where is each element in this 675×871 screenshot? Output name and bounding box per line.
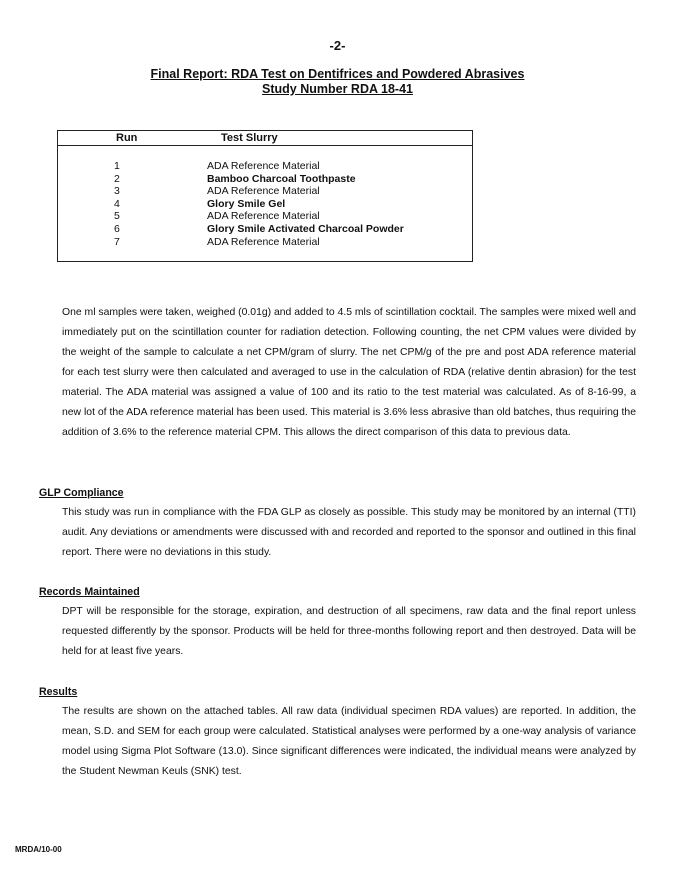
run-table — [57, 130, 473, 262]
heading-results: Results — [39, 686, 78, 698]
report-title — [0, 67, 675, 97]
method-paragraph: One ml samples were taken, weighed (0.01g) and added to 4.5 mls of scintillation cocktail. The samples were mixed well and immediately put on the scintillation counter for radiation detection. Following counting, the net CPM values were divided by the weight of the sample to calculate a net CPM/gram of slurry. The net CPM/g of the pre and post ADA reference material for each test slurry were then calculated and averaged to use in the calculation of RDA (relative dentin abrasion) for the test material. The ADA material was assigned a value of 100 and its ratio to the test material was calculated. As of 8-16-99, a new lot of the ADA reference material has been used. This material is 3.6% less abrasive than old batches, thus requiring the addition of 3.6% to the reference material CPM. This allows the direct comparison of this data to previous data. — [62, 307, 636, 438]
table-row — [58, 223, 472, 236]
table-row — [58, 236, 472, 249]
run-number: 6 — [114, 222, 120, 235]
test-slurry: Glory Smile Gel — [207, 197, 286, 210]
column-header-test-slurry: Test Slurry — [221, 132, 278, 144]
table-row — [58, 198, 472, 211]
test-slurry: ADA Reference Material — [207, 210, 320, 223]
run-number: 2 — [114, 172, 120, 185]
records-paragraph: DPT will be responsible for the storage, expiration, and destruction of all specimens, raw data and the final report unless requested differently by the sponsor. Products will be held for three-months following report and then destroyed. Data will be held for at least five years. — [62, 606, 636, 657]
run-number: 3 — [114, 185, 120, 198]
glp-paragraph: This study was run in compliance with the FDA GLP as closely as possible. This study may be monitored by an internal (TTI) audit. Any deviations or amendments were discussed with and recorded and reported to the sponsor and outlined in this final report. There were no deviations in this study. — [62, 507, 636, 558]
title-line-2: Study Number RDA 18-41 — [262, 82, 413, 96]
run-table-body — [58, 160, 472, 248]
run-number: 5 — [114, 210, 120, 223]
column-header-run: Run — [116, 132, 138, 144]
test-slurry: Bamboo Charcoal Toothpaste — [207, 172, 356, 185]
run-number: 7 — [114, 235, 120, 248]
table-row — [58, 160, 472, 173]
results-paragraph: The results are shown on the attached tables. All raw data (individual specimen RDA values) are reported. In addition, the mean, S.D. and SEM for each group were calculated. Statistical analyses were performed by a one-way analysis of variance model using Sigma Plot Software (13.0). Since significant differences were indicated, the individual means were analyzed by the Student Newman Keuls (SNK) test. — [62, 706, 636, 777]
test-slurry: ADA Reference Material — [207, 160, 320, 172]
table-row — [58, 173, 472, 186]
run-number: 1 — [114, 160, 120, 172]
footer-code: MRDA/10-00 — [15, 845, 62, 854]
table-row — [58, 185, 472, 198]
run-table-header — [58, 131, 472, 146]
title-line-1: Final Report: RDA Test on Dentifrices and Powdered Abrasives — [150, 67, 525, 81]
table-row — [58, 210, 472, 223]
run-number: 4 — [114, 197, 120, 210]
heading-glp-compliance: GLP Compliance — [39, 487, 124, 499]
test-slurry: ADA Reference Material — [207, 185, 320, 198]
test-slurry: ADA Reference Material — [207, 235, 320, 248]
page-number: -2- — [329, 38, 346, 53]
test-slurry: Glory Smile Activated Charcoal Powder — [207, 222, 404, 235]
heading-records-maintained: Records Maintained — [39, 586, 140, 598]
